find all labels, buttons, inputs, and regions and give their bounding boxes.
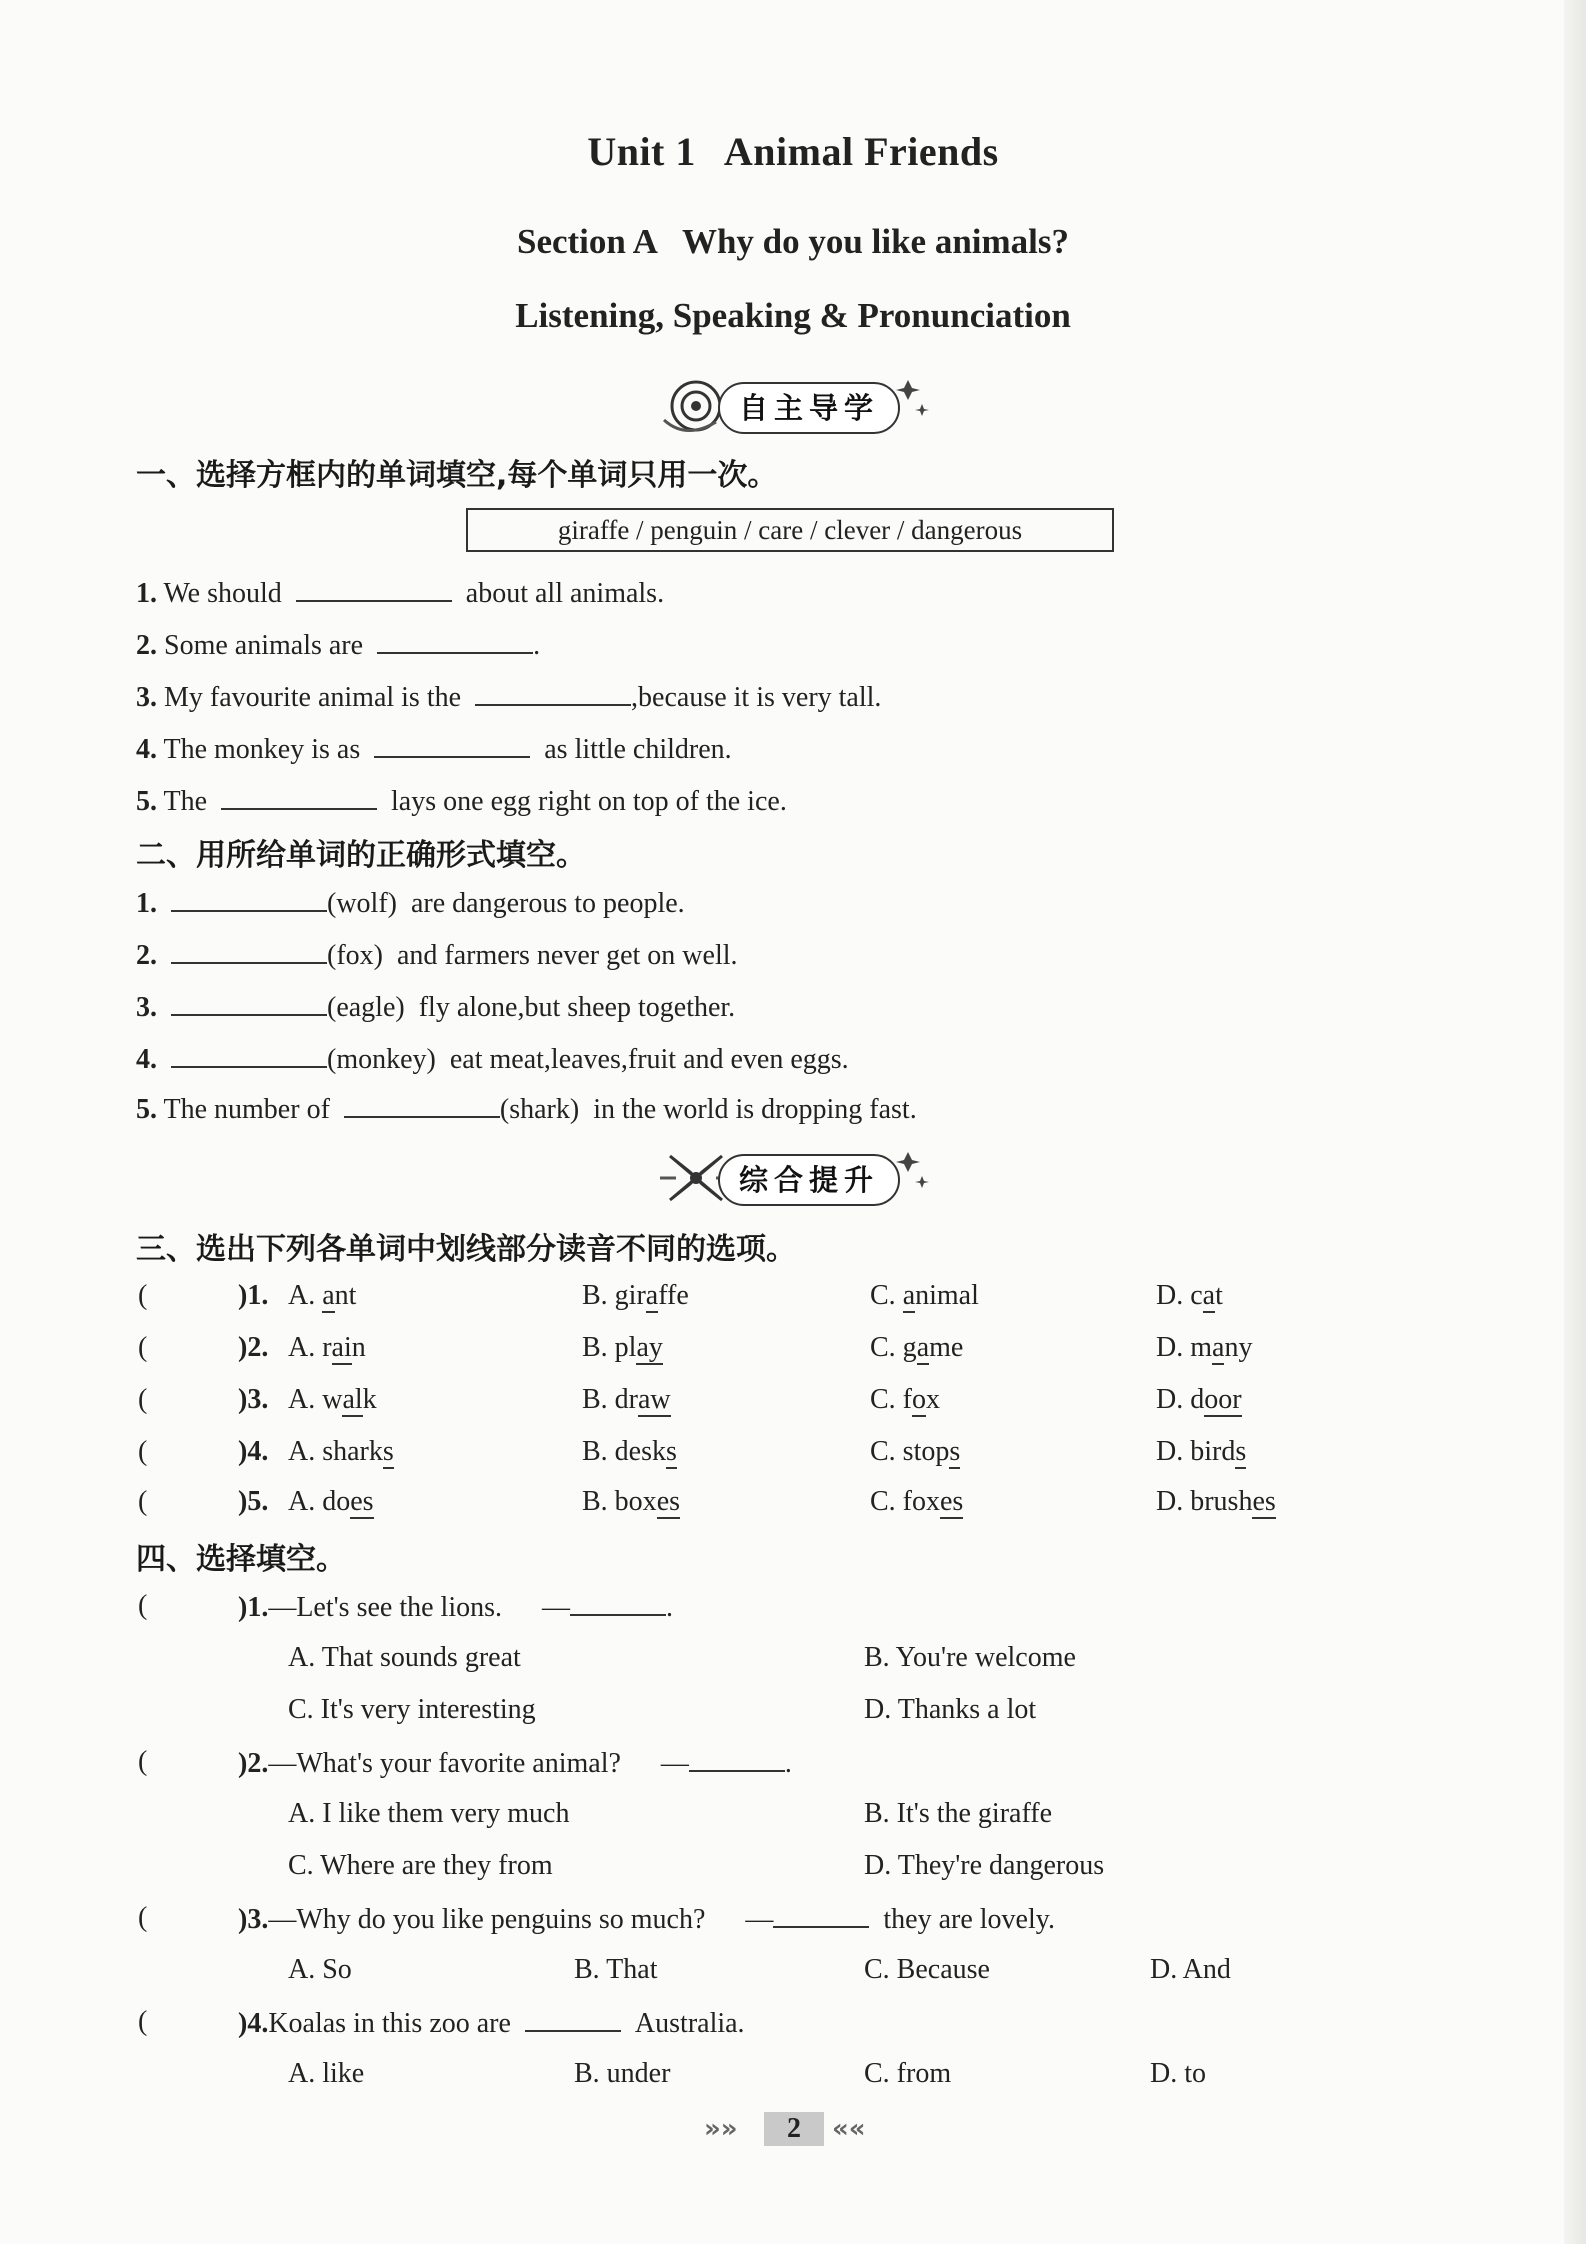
- chevron-right-icon: »»: [704, 2114, 738, 2144]
- option-d: D. to: [1150, 2058, 1206, 2089]
- question-end: .: [666, 1592, 673, 1623]
- part1-heading: 一、选择方框内的单词填空,每个单词只用一次。: [136, 458, 778, 493]
- option-d: D. brushes: [1156, 1486, 1276, 1517]
- option-c: C. It's very interesting: [288, 1694, 536, 1725]
- answer-blank[interactable]: [475, 678, 631, 706]
- answer-blank[interactable]: [570, 1590, 666, 1616]
- word-hint: (eagle): [327, 992, 405, 1023]
- part1-item: [136, 678, 881, 714]
- part4-heading: 四、选择填空。: [136, 1542, 346, 1577]
- option-a: A. rain: [288, 1332, 366, 1363]
- answer-blank[interactable]: [525, 2006, 621, 2032]
- part2-item: [136, 936, 738, 972]
- question-number: )2.: [238, 1748, 269, 1779]
- item-number: 4.: [136, 734, 157, 765]
- option-a: A. like: [288, 2058, 365, 2089]
- item-text: as little children.: [544, 734, 732, 765]
- word-box: giraffe / penguin / care / clever / dangerous: [466, 508, 1114, 552]
- item-number: 1.: [136, 578, 157, 609]
- banner-comprehensive: [646, 1142, 946, 1216]
- answer-paren[interactable]: (: [138, 1486, 148, 1517]
- option-a: A. does: [288, 1486, 374, 1517]
- item-number: 5.: [136, 1094, 157, 1125]
- question-number: )4.: [238, 2008, 269, 2039]
- item-text: The: [163, 786, 208, 817]
- answer-blank[interactable]: [344, 1090, 500, 1118]
- option-c: C. stops: [870, 1436, 961, 1467]
- item-number: 5.: [136, 786, 157, 817]
- banner-self-study: [646, 370, 946, 444]
- answer-blank[interactable]: [171, 936, 327, 964]
- question-end: Australia.: [634, 2008, 745, 2039]
- part2-item: [136, 884, 685, 920]
- question-number: )3.: [238, 1904, 269, 1935]
- question-number: )2.: [238, 1332, 269, 1363]
- part2-item: [136, 988, 735, 1024]
- banner-comprehensive-label: 综合提升: [718, 1154, 900, 1206]
- part2-heading: 二、用所给单词的正确形式填空。: [136, 838, 586, 873]
- option-a: A. I like them very much: [288, 1798, 570, 1829]
- part2-item: [136, 1090, 917, 1126]
- response-dash: —: [542, 1592, 570, 1623]
- unit-number: Unit 1: [587, 129, 696, 174]
- answer-blank[interactable]: [171, 988, 327, 1016]
- item-text: The number of: [163, 1094, 330, 1125]
- answer-blank[interactable]: [171, 1040, 327, 1068]
- item-number: 4.: [136, 1044, 157, 1075]
- option-c: C. animal: [870, 1280, 979, 1311]
- option-b: B. It's the giraffe: [864, 1798, 1053, 1829]
- item-text: ,because it is very tall.: [631, 682, 882, 713]
- part3-heading: 三、选出下列各单词中划线部分读音不同的选项。: [136, 1232, 796, 1267]
- option-b: B. You're welcome: [864, 1642, 1076, 1673]
- item-number: 1.: [136, 888, 157, 919]
- option-d: D. birds: [1156, 1436, 1247, 1467]
- item-text: about all animals.: [465, 578, 665, 609]
- item-text: We should: [163, 578, 282, 609]
- option-a: A. So: [288, 1954, 352, 1985]
- answer-paren[interactable]: (: [138, 2006, 148, 2037]
- option-c: C. Because: [864, 1954, 990, 1985]
- option-a: A. sharks: [288, 1436, 394, 1467]
- page-edge: [1564, 0, 1586, 2244]
- option-b: B. under: [574, 2058, 671, 2089]
- question-number: )4.: [238, 1436, 269, 1467]
- answer-blank[interactable]: [377, 626, 533, 654]
- part2-item: [136, 1040, 849, 1076]
- question-end: they are lovely.: [883, 1904, 1055, 1935]
- chevron-left-icon: ««: [832, 2114, 866, 2144]
- word-hint: (monkey): [327, 1044, 436, 1075]
- option-b: B. desks: [582, 1436, 677, 1467]
- answer-paren[interactable]: (: [138, 1746, 148, 1777]
- question-stem: Koalas in this zoo are: [268, 2008, 511, 2039]
- question-number: )1.: [238, 1280, 269, 1311]
- option-b: B. That: [574, 1954, 658, 1985]
- item-number: 2.: [136, 630, 157, 661]
- answer-blank[interactable]: [221, 782, 377, 810]
- unit-title: [0, 128, 1586, 175]
- answer-paren[interactable]: (: [138, 1436, 148, 1467]
- option-b: B. draw: [582, 1384, 671, 1415]
- part1-item: [136, 574, 664, 610]
- option-c: C. Where are they from: [288, 1850, 553, 1881]
- part1-item: [136, 730, 732, 766]
- option-d: D. many: [1156, 1332, 1253, 1363]
- item-text: My favourite animal is the: [164, 682, 462, 713]
- answer-blank[interactable]: [374, 730, 530, 758]
- part1-item: [136, 626, 540, 662]
- question-number: )1.: [238, 1592, 269, 1623]
- word-hint: (shark): [499, 1094, 580, 1125]
- option-a: A. walk: [288, 1384, 377, 1415]
- option-d: D. cat: [1156, 1280, 1223, 1311]
- answer-paren[interactable]: (: [138, 1902, 148, 1933]
- option-b: B. boxes: [582, 1486, 681, 1517]
- word-hint: (wolf): [327, 888, 397, 919]
- option-a: A. That sounds great: [288, 1642, 521, 1673]
- part4-question: [238, 2006, 745, 2040]
- question-stem: —Why do you like penguins so much?: [268, 1904, 706, 1935]
- option-d: D. Thanks a lot: [864, 1694, 1037, 1725]
- option-b: B. play: [582, 1332, 663, 1363]
- option-d: D. And: [1150, 1954, 1231, 1985]
- banner-self-study-label: 自主导学: [718, 382, 900, 434]
- page-number-bar: [700, 2110, 890, 2150]
- item-text: eat meat,leaves,fruit and even eggs.: [449, 1044, 849, 1075]
- option-a: A. ant: [288, 1280, 357, 1311]
- answer-blank[interactable]: [171, 884, 327, 912]
- word-hint: (fox): [327, 940, 383, 971]
- item-text: The monkey is as: [163, 734, 361, 765]
- question-number: )3.: [238, 1384, 269, 1415]
- item-text: fly alone,but sheep together.: [418, 992, 736, 1023]
- option-c: C. fox: [870, 1384, 940, 1415]
- question-stem: —Let's see the lions.: [268, 1592, 502, 1623]
- answer-paren[interactable]: (: [138, 1280, 148, 1311]
- item-number: 3.: [136, 992, 157, 1023]
- question-stem: —What's your favorite animal?: [268, 1748, 621, 1779]
- answer-blank[interactable]: [773, 1902, 869, 1928]
- item-text: .: [533, 630, 541, 661]
- option-c: C. game: [870, 1332, 964, 1363]
- response-dash: —: [745, 1904, 774, 1935]
- page-number: 2: [764, 2112, 824, 2146]
- item-number: 2.: [136, 940, 157, 971]
- section-label: Section A: [516, 222, 658, 261]
- item-text: lays one egg right on top of the ice.: [391, 786, 787, 817]
- answer-blank[interactable]: [689, 1746, 785, 1772]
- item-text: Some animals are: [164, 630, 364, 661]
- item-text: in the world is dropping fast.: [593, 1094, 917, 1125]
- part4-question: [238, 1902, 1055, 1936]
- option-c: C. from: [864, 2058, 952, 2089]
- item-number: 3.: [136, 682, 157, 713]
- question-number: )5.: [238, 1486, 269, 1517]
- section-question: Why do you like animals?: [681, 222, 1070, 261]
- answer-blank[interactable]: [296, 574, 452, 602]
- part1-item: [136, 782, 787, 818]
- part4-question: [238, 1746, 792, 1780]
- option-d: D. They're dangerous: [864, 1850, 1105, 1881]
- answer-paren[interactable]: (: [138, 1384, 148, 1415]
- unit-name: Animal Friends: [723, 129, 999, 174]
- item-text: are dangerous to people.: [410, 888, 685, 919]
- lesson-subtitle: Listening, Speaking & Pronunciation: [515, 296, 1071, 335]
- response-dash: —: [660, 1748, 689, 1779]
- answer-paren[interactable]: (: [138, 1332, 148, 1363]
- question-end: .: [784, 1748, 792, 1779]
- part4-question: [238, 1590, 673, 1624]
- item-text: and farmers never get on well.: [396, 940, 738, 971]
- section-title: [0, 222, 1586, 262]
- option-c: C. foxes: [870, 1486, 964, 1517]
- answer-paren[interactable]: (: [138, 1590, 148, 1621]
- option-d: D. door: [1156, 1384, 1242, 1415]
- option-b: B. giraffe: [582, 1280, 689, 1311]
